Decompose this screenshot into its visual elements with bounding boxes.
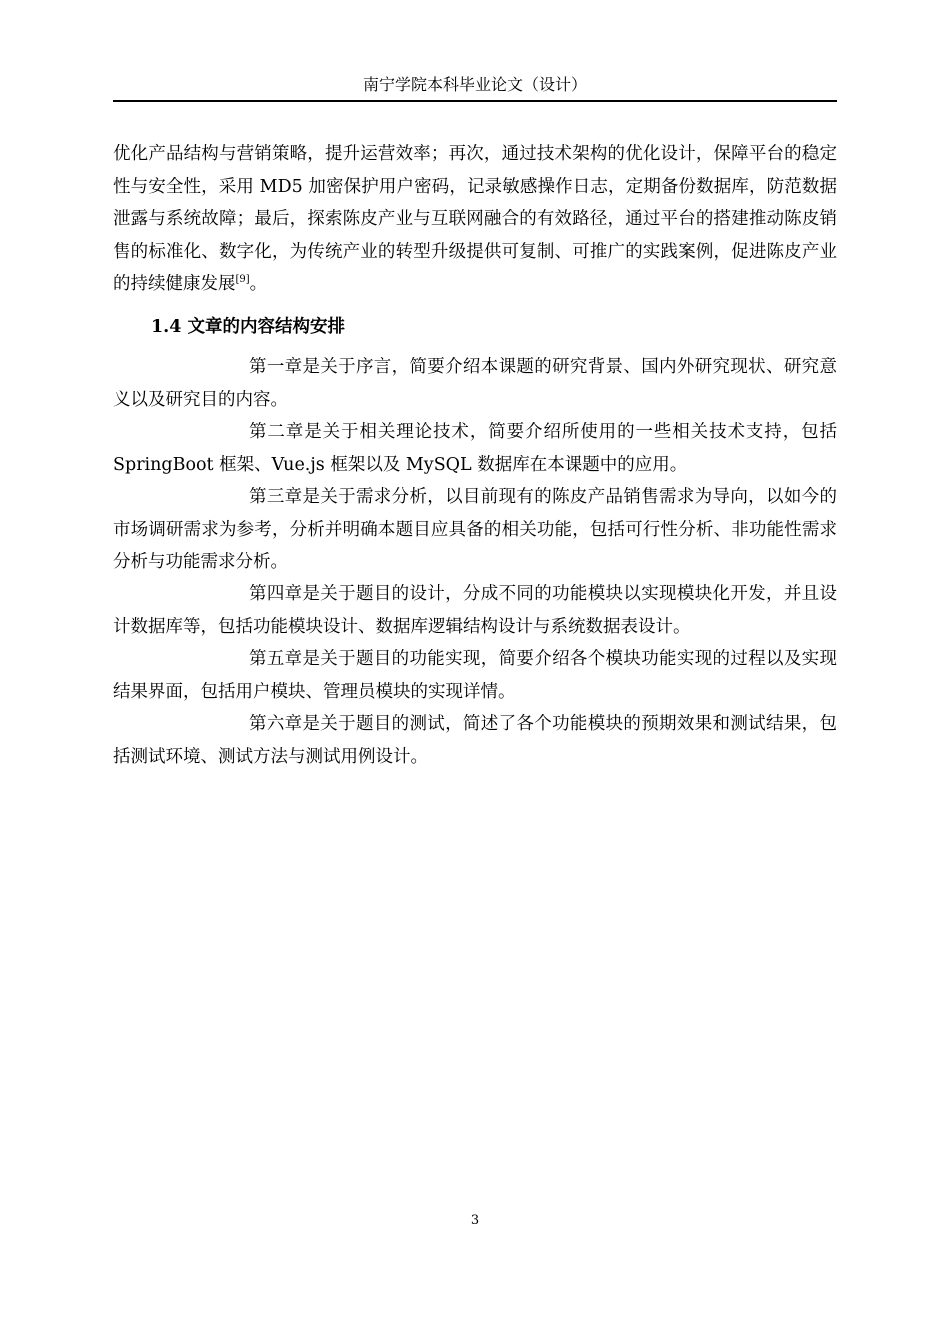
- page-number: 3: [470, 1213, 480, 1228]
- citation-reference: [9]: [235, 274, 250, 286]
- intro-paragraph-tail: 。: [249, 274, 268, 294]
- chapter-2-paragraph: 第二章是关于相关理论技术，简要介绍所使用的一些相关技术支持，包括 SpringBoot 框架、Vue.js 框架以及 MySQL 数据库在本课题中的应用。: [113, 422, 837, 475]
- chapter-1-paragraph: 第一章是关于序言，简要介绍本课题的研究背景、国内外研究现状、研究意义以及研究目的内容。: [113, 357, 837, 410]
- intro-paragraph-text: 优化产品结构与营销策略，提升运营效率；再次，通过技术架构的优化设计，保障平台的稳定性与安全性，采用 MD5 加密保护用户密码，记录敏感操作日志，定期备份数据库，防范数据泄露与系统故障；最后，探索陈皮产业与互联网融合的有效路径，通过平台的搭建推动陈皮销售的标准化、数字化，为传统产业的转型升级提供可复制、可推广的实践案例，促进陈皮产业的持续健康发展: [113, 144, 837, 294]
- chapter-4-paragraph: 第四章是关于题目的设计，分成不同的功能模块以实现模块化开发，并且设计数据库等，包括功能模块设计、数据库逻辑结构设计与系统数据表设计。: [113, 584, 837, 637]
- chapter-5-paragraph: 第五章是关于题目的功能实现，简要介绍各个模块功能实现的过程以及实现结果界面，包括用户模块、管理员模块的实现详情。: [113, 649, 837, 702]
- section-heading: 1.4 文章的内容结构安排: [151, 317, 346, 337]
- intro-paragraph: [113, 138, 837, 301]
- chapter-3-paragraph: 第三章是关于需求分析，以目前现有的陈皮产品销售需求为导向，以如今的市场调研需求为参考，分析并明确本题目应具备的相关功能，包括可行性分析、非功能性需求分析与功能需求分析。: [113, 487, 837, 572]
- header-divider: [113, 100, 837, 102]
- chapter-6-paragraph: 第六章是关于题目的测试，简述了各个功能模块的预期效果和测试结果，包括测试环境、测试方法与测试用例设计。: [113, 714, 837, 767]
- page-header-title: 南宁学院本科毕业论文（设计）: [362, 75, 587, 94]
